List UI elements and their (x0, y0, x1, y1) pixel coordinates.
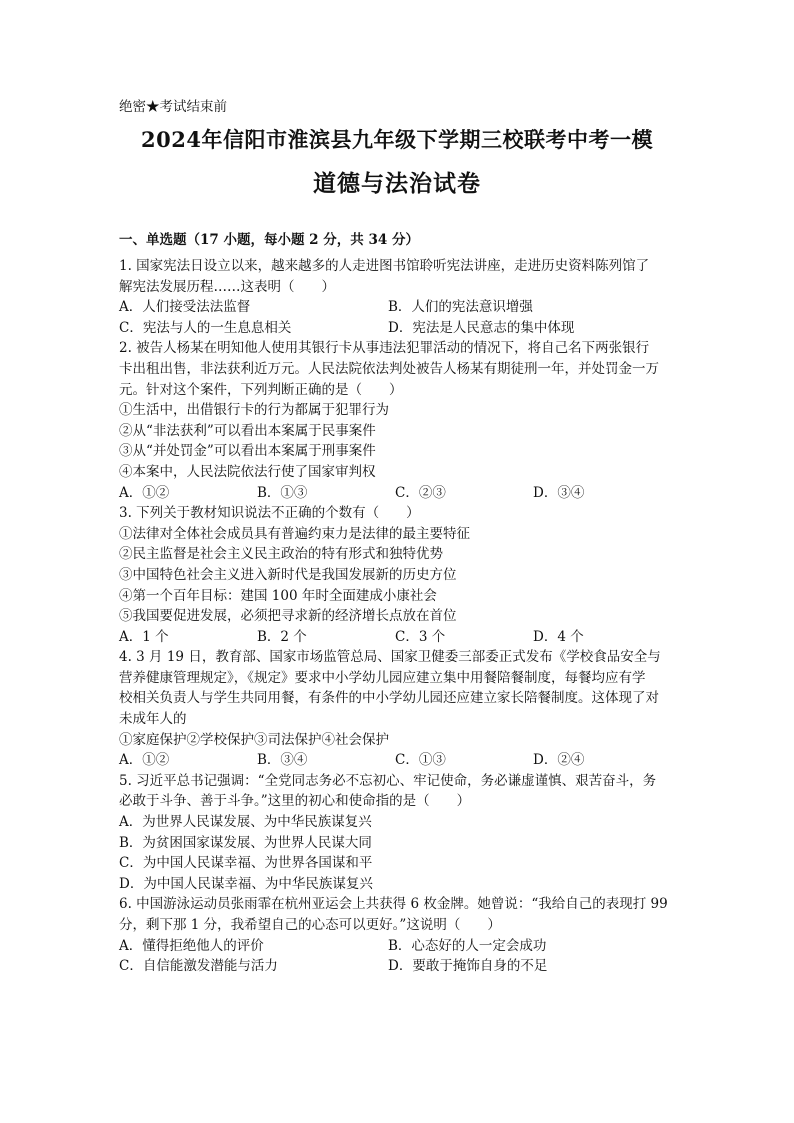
answer-option: A．懂得拒绝他人的评价 (119, 937, 264, 954)
question-text-line: ②民主监督是社会主义民主政治的特有形式和独特优势 (119, 546, 443, 563)
question-text-line: ⑤我国要促进发展，必须把寻求新的经济增长点放在首位 (119, 608, 457, 625)
question-1 (119, 256, 679, 338)
question-list (119, 256, 679, 977)
question-text-line: 分，剩下那 1 分，我希望自己的心态可以更好。”这说明（ ） (119, 917, 501, 933)
exam-title: 2024年信阳市淮滨县九年级下学期三校联考中考一模 (141, 127, 653, 152)
answer-option: A．为世界人民谋发展、为中华民族谋复兴 (119, 814, 372, 831)
question-4 (119, 647, 679, 771)
question-2 (119, 338, 679, 503)
options-row (119, 936, 679, 957)
section-title: 一、单选题（17 小题，每小题 2 分，共 34 分） (119, 232, 419, 248)
question-text-line: ①家庭保护②学校保护③司法保护④社会保护 (119, 731, 389, 748)
question-text-line: 元。针对这个案件，下列判断正确的是（ ） (119, 381, 403, 398)
options-row (119, 318, 679, 339)
question-text-line: 营养健康管理规定》，《规定》要求中小学幼儿园应建立集中用餐陪餐制度，每餐均应有学 (119, 669, 646, 686)
options-row (119, 297, 679, 318)
question-text-line: 校相关负责人与学生共同用餐，有条件的中小学幼儿园还应建立家长陪餐制度。这体现了对 (119, 690, 659, 707)
question-text-line: 4. 3 月 19 日，教育部、国家市场监管总局、国家卫健委三部委正式发布《学校食品安全与 (119, 649, 661, 666)
answer-option: C．②③ (395, 484, 446, 501)
answer-option: B．人们的宪法意识增强 (388, 299, 533, 316)
question-text-line: 必敢于斗争、善于斗争。”这里的初心和使命指的是（ ） (119, 793, 471, 810)
question-6 (119, 894, 679, 976)
answer-option: C．①③ (395, 752, 446, 769)
question-text-line: 卡出租出售，非法获利近万元。人民法院依法判处被告人杨某有期徒刑一年，并处罚金一万 (119, 360, 659, 377)
options-row (119, 833, 679, 854)
options-row (119, 853, 679, 874)
answer-option: C．为中国人民谋幸福、为世界各国谋和平 (119, 855, 373, 872)
answer-option: B．③④ (257, 752, 308, 769)
answer-option: C．3 个 (395, 628, 446, 645)
answer-option: B．心态好的人一定会成功 (388, 937, 547, 954)
options-row (119, 956, 679, 977)
question-text-line: 3. 下列关于教材知识说法不正确的个数有（ ） (119, 505, 420, 522)
answer-option: D．③④ (533, 484, 585, 501)
answer-option: D．宪法是人民意志的集中体现 (388, 319, 575, 336)
answer-option: A．①② (119, 752, 170, 769)
answer-option: C．宪法与人的一生息息相关 (119, 319, 292, 336)
answer-option: D．4 个 (533, 628, 584, 645)
question-3 (119, 503, 679, 647)
answer-option: B．为贫困国家谋发展、为世界人民谋大同 (119, 834, 372, 851)
answer-option: A．人们接受法法监督 (119, 299, 251, 316)
question-text-line: ①法律对全体社会成员具有普遍约束力是法律的最主要特征 (119, 525, 470, 542)
answer-option: D．要敢于掩饰自身的不足 (388, 958, 548, 975)
answer-option: D．为中国人民谋幸福、为中华民族谋复兴 (119, 875, 373, 892)
question-text-line: ④本案中，人民法院依法行使了国家审判权 (119, 463, 376, 480)
confidential-label: 绝密★考试结束前 (119, 99, 227, 115)
question-text-line: 6. 中国游泳运动员张雨霏在杭州亚运会上共获得 6 枚金牌。她曾说：“我给自己的表现打 99 (119, 896, 668, 913)
question-text-line: ①生活中，出借银行卡的行为都属于犯罪行为 (119, 402, 389, 419)
question-text-line: 1. 国家宪法日设立以来，越来越多的人走进图书馆聆听宪法讲座，走进历史资料陈列馆了 (119, 258, 650, 274)
options-row (119, 627, 679, 648)
question-text-line: ③中国特色社会主义进入新时代是我国发展新的历史方位 (119, 566, 457, 583)
answer-option: D．②④ (533, 752, 585, 769)
options-row (119, 483, 679, 504)
answer-option: A．1 个 (119, 628, 169, 645)
question-text-line: 5. 习近平总书记强调：“全党同志务必不忘初心、牢记使命，务必谦虚谨慎、艰苦奋斗，务 (119, 772, 657, 789)
question-text-line: ③从“并处罚金”可以看出本案属于刑事案件 (119, 443, 376, 460)
answer-option: B．①③ (257, 484, 308, 501)
options-row (119, 750, 679, 771)
subject-title: 道德与法治试卷 (313, 170, 481, 197)
question-text-line: 解宪法发展历程……这表明（ ） (119, 278, 335, 295)
question-5 (119, 771, 679, 895)
options-row (119, 874, 679, 895)
answer-option: A．①② (119, 484, 170, 501)
options-row (119, 812, 679, 833)
question-text-line: 2. 被告人杨某在明知他人使用其银行卡从事违法犯罪活动的情况下，将自己名下两张银行 (119, 340, 650, 357)
question-text-line: ②从“非法获利”可以看出本案属于民事案件 (119, 422, 376, 439)
answer-option: C．自信能激发潜能与活力 (119, 958, 278, 975)
question-text-line: 未成年人的 (119, 711, 187, 728)
question-text-line: ④第一个百年目标：建国 100 年时全面建成小康社会 (119, 587, 437, 604)
answer-option: B．2 个 (257, 628, 307, 645)
